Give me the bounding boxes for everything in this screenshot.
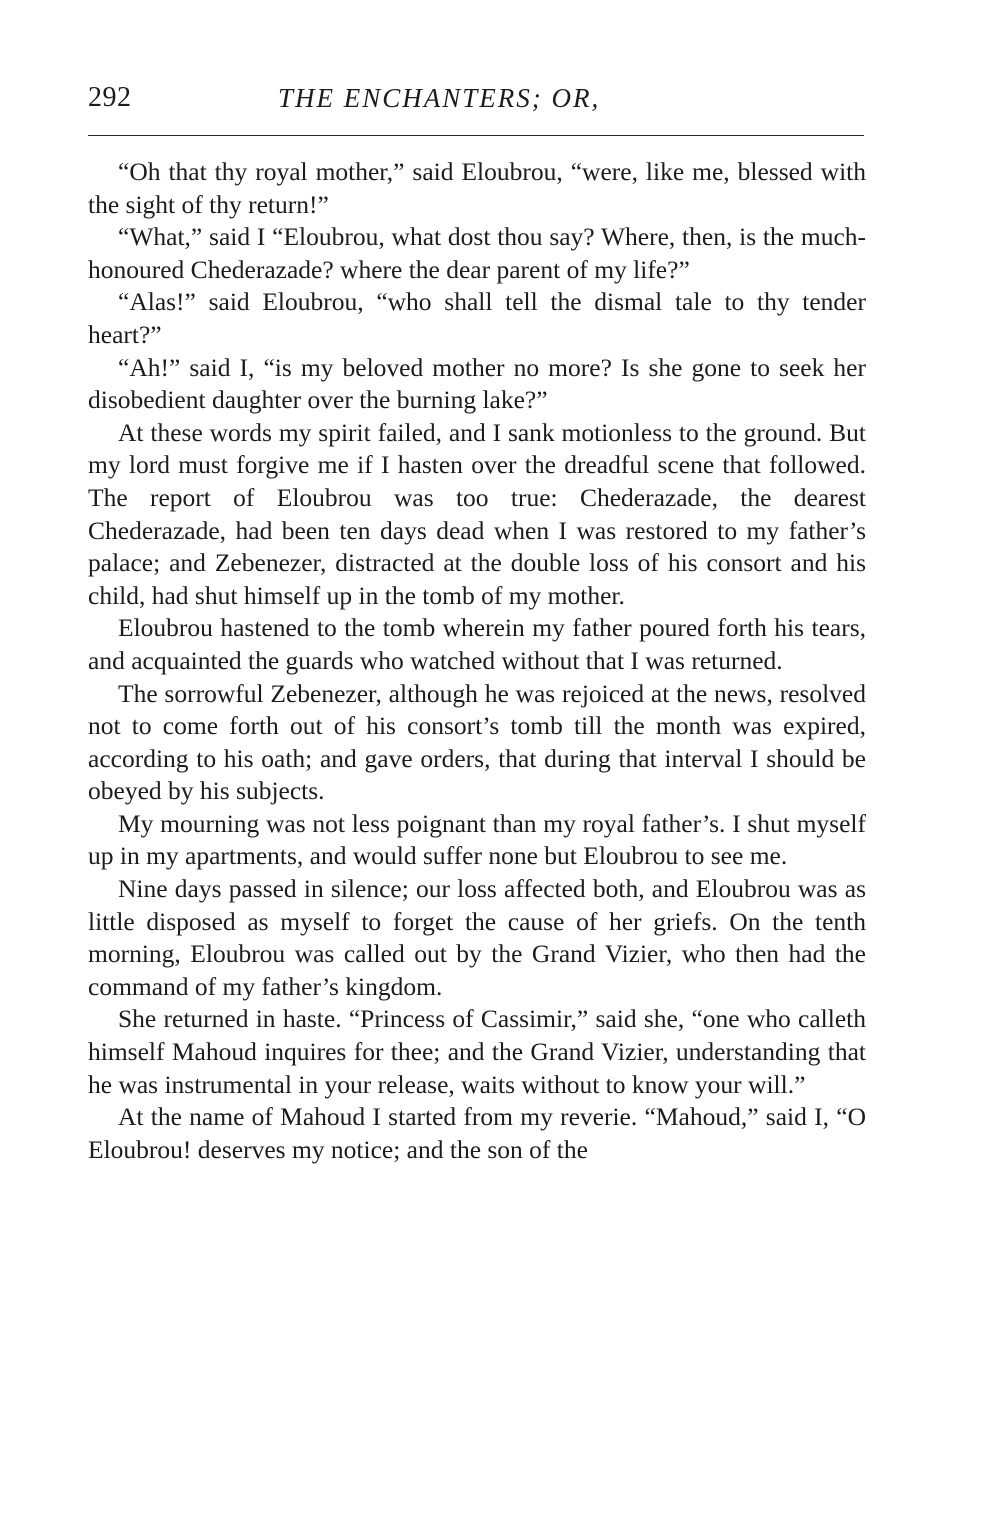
running-title: THE ENCHANTERS; OR, [278, 83, 601, 113]
paragraph: At these words my spirit failed, and I sank motionless to the ground. But my lord must forgive me if I hasten over the dreadful scene that followed. The report of Eloubrou was too true: Chederazade, the dearest Chederazade, had been ten days dead when I was restored to my father’s palace; and Zebenezer, distracted at the double loss of his consort and his child, had shut himself up in the tomb of my mother. [88, 417, 866, 610]
paragraph: Nine days passed in silence; our loss affected both, and Eloubrou was as little disposed as myself to forget the cause of her griefs. On the tenth morning, Eloubrou was called out by the Grand Vizier, who then had the command of my father’s kingdom. [88, 874, 866, 1001]
paragraph: “Alas!” said Eloubrou, “who shall tell the dismal tale to thy tender heart?” [88, 287, 866, 349]
paragraph: At the name of Mahoud I started from my reverie. “Mahoud,” said I, “O Eloubrou! deserves my notice; and the son of the [88, 1102, 866, 1164]
paragraph: “Ah!” said I, “is my beloved mother no more? Is she gone to seek her disobedient daughter over the burning lake?” [88, 352, 866, 415]
paragraph: The sorrowful Zebenezer, although he was rejoiced at the news, resolved not to come forth out of his consort’s tomb till the month was expired, according to his oath; and gave orders, that during that interval I should be obeyed by his subjects. [88, 678, 866, 806]
header-rule [88, 135, 864, 136]
paragraph: “What,” said I “Eloubrou, what dost thou say? Where, then, is the much-honoured Chederazade? where the dear parent of my life?” [88, 222, 866, 284]
paragraph: My mourning was not less poignant than my royal father’s. I shut myself up in my apartments, and would suffer none but Eloubrou to see me. [88, 808, 866, 871]
body-text [88, 156, 866, 1166]
paragraph: Eloubrou hastened to the tomb wherein my father poured forth his tears, and acquainted the guards who watched without that I was returned. [88, 613, 866, 675]
page-number: 292 [88, 82, 132, 113]
paragraph: “Oh that thy royal mother,” said Eloubrou, “were, like me, blessed with the sight of thy return!” [88, 157, 866, 219]
paragraph: She returned in haste. “Princess of Cassimir,” said she, “one who calleth himself Mahoud inquires for thee; and the Grand Vizier, understanding that he was instrumental in your release, waits without to know your will.” [88, 1004, 866, 1099]
